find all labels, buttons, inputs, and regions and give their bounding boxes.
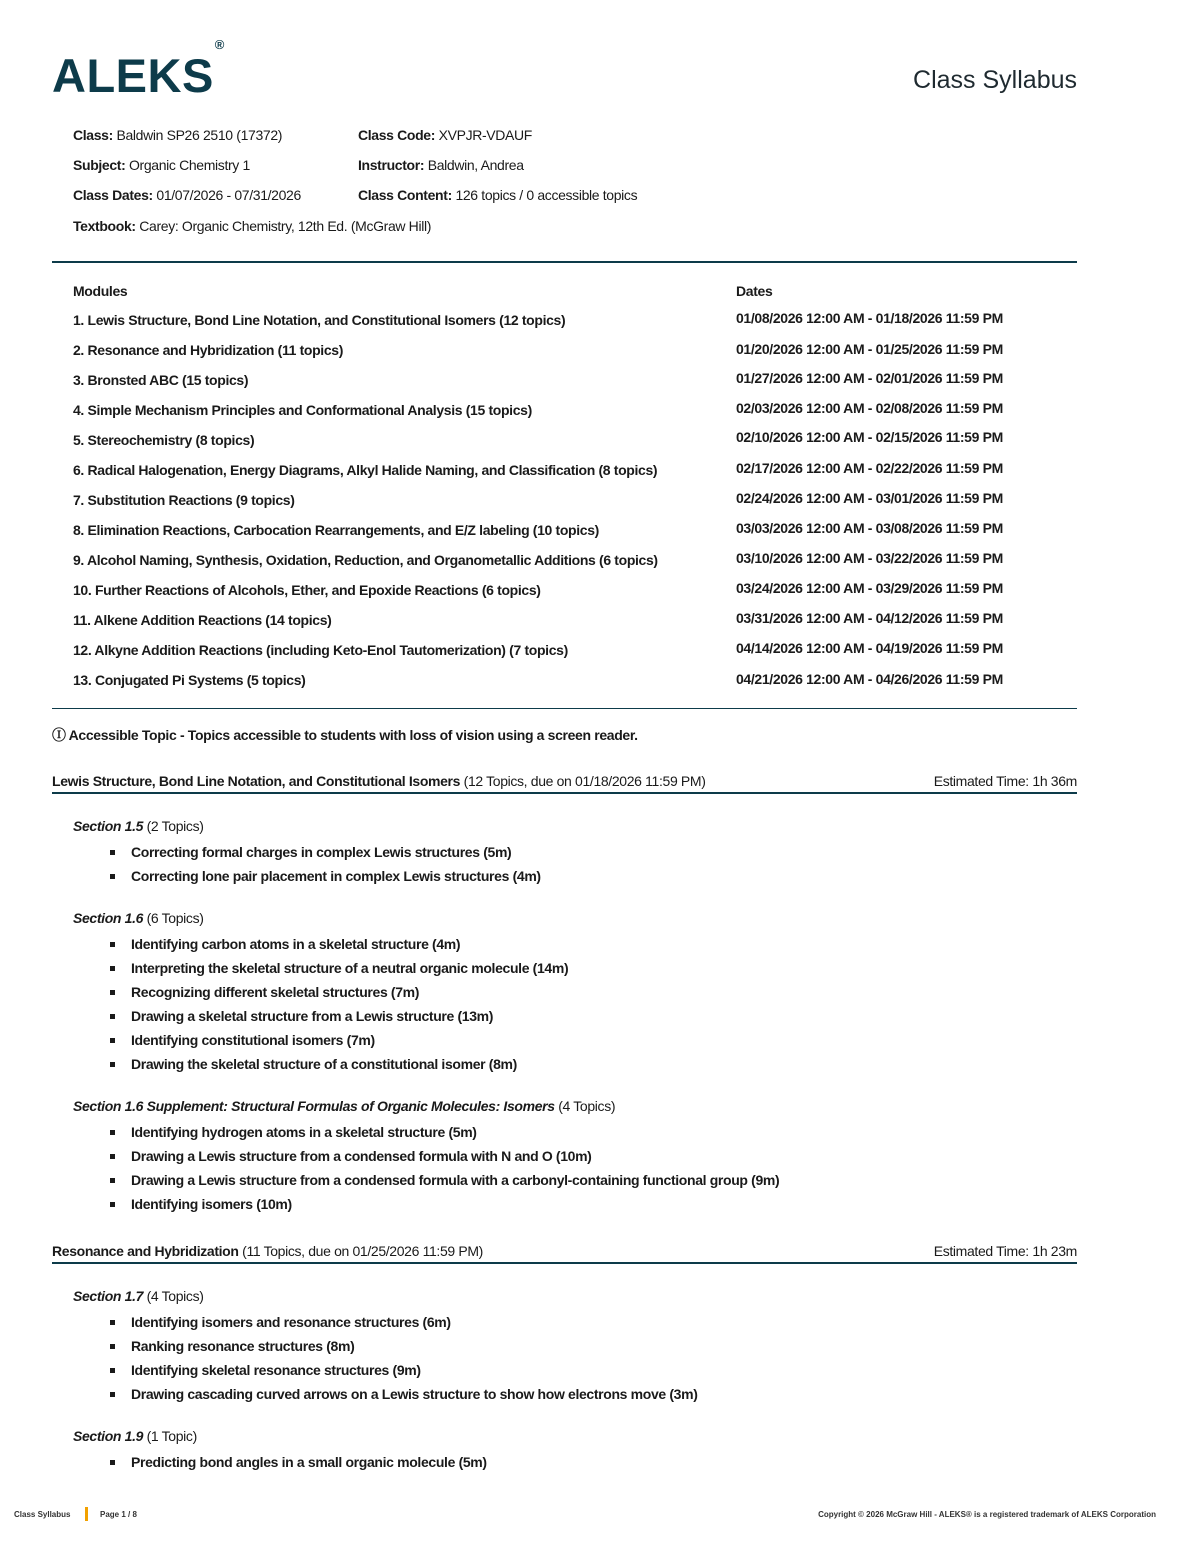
class-code: Class Code: XVPJR-VDAUF xyxy=(358,127,532,143)
class-content: Class Content: 126 topics / 0 accessible topics xyxy=(358,187,638,203)
module-name: 5. Stereochemistry (8 topics) xyxy=(73,432,255,448)
module-dates: 02/03/2026 12:00 AM - 02/08/2026 11:59 PM xyxy=(736,400,1003,416)
topic-item: Recognizing different skeletal structures (7m) xyxy=(110,982,568,1006)
section-title: Resonance and Hybridization xyxy=(52,1243,239,1259)
estimated-time: Estimated Time: 1h 36m xyxy=(933,773,1077,789)
divider xyxy=(52,261,1077,263)
module-name: 10. Further Reactions of Alcohols, Ether, and Epoxide Reactions (6 topics) xyxy=(73,582,541,598)
page-title: Class Syllabus xyxy=(913,66,1077,94)
topic-item: Identifying isomers and resonance structures (6m) xyxy=(110,1312,698,1336)
module-name: 7. Substitution Reactions (9 topics) xyxy=(73,492,295,508)
copyright: Copyright © 2026 McGraw Hill - ALEKS® is a registered trademark of ALEKS Corporation xyxy=(818,1510,1156,1519)
subsection-title: Section 1.5 (2 Topics) xyxy=(73,818,204,834)
topic-item: Drawing a skeletal structure from a Lewis structure (13m) xyxy=(110,1006,568,1030)
module-name: 6. Radical Halogenation, Energy Diagrams, Alkyl Halide Naming, and Classification (8 topics) xyxy=(73,462,658,478)
subsection-title: Section 1.6 Supplement: Structural Formulas of Organic Molecules: Isomers (4 Topics) xyxy=(73,1098,616,1114)
section-header xyxy=(52,773,1077,794)
module-name: 2. Resonance and Hybridization (11 topics) xyxy=(73,342,344,358)
topic-list xyxy=(110,1312,698,1408)
subsection-title: Section 1.6 (6 Topics) xyxy=(73,910,204,926)
topic-item: Drawing the skeletal structure of a constitutional isomer (8m) xyxy=(110,1054,568,1078)
topic-item: Identifying skeletal resonance structures (9m) xyxy=(110,1360,698,1384)
topic-item: Interpreting the skeletal structure of a neutral organic molecule (14m) xyxy=(110,958,568,982)
section-title: Lewis Structure, Bond Line Notation, and Constitutional Isomers xyxy=(52,773,461,789)
page-number: Page 1 / 8 xyxy=(100,1510,137,1519)
modules-header: Modules xyxy=(73,283,128,299)
topic-item: Identifying isomers (10m) xyxy=(110,1194,779,1218)
divider xyxy=(52,708,1077,709)
module-dates: 03/31/2026 12:00 AM - 04/12/2026 11:59 PM xyxy=(736,610,1003,626)
dates-header: Dates xyxy=(736,283,773,299)
class-textbook: Textbook: Carey: Organic Chemistry, 12th Ed. (McGraw Hill) xyxy=(73,218,432,234)
topic-item: Correcting lone pair placement in complex Lewis structures (4m) xyxy=(110,866,541,890)
module-name: 4. Simple Mechanism Principles and Conformational Analysis (15 topics) xyxy=(73,402,532,418)
class-instructor: Instructor: Baldwin, Andrea xyxy=(358,157,524,173)
module-name: 12. Alkyne Addition Reactions (including Keto-Enol Tautomerization) (7 topics) xyxy=(73,642,568,658)
module-name: 11. Alkene Addition Reactions (14 topics) xyxy=(73,612,332,628)
topic-item: Correcting formal charges in complex Lewis structures (5m) xyxy=(110,842,541,866)
module-dates: 02/24/2026 12:00 AM - 03/01/2026 11:59 PM xyxy=(736,490,1003,506)
module-dates: 01/08/2026 12:00 AM - 01/18/2026 11:59 PM xyxy=(736,310,1003,326)
class-dates: Class Dates: 01/07/2026 - 07/31/2026 xyxy=(73,187,301,203)
class-subject: Subject: Organic Chemistry 1 xyxy=(73,157,250,173)
section-header xyxy=(52,1243,1077,1264)
topic-item: Identifying constitutional isomers (7m) xyxy=(110,1030,568,1054)
subsection-title: Section 1.9 (1 Topic) xyxy=(73,1428,197,1444)
module-dates: 04/21/2026 12:00 AM - 04/26/2026 11:59 PM xyxy=(736,671,1003,687)
topic-list xyxy=(110,934,568,1078)
topic-item: Identifying carbon atoms in a skeletal structure (4m) xyxy=(110,934,568,958)
module-dates: 03/03/2026 12:00 AM - 03/08/2026 11:59 PM xyxy=(736,520,1003,536)
module-name: 1. Lewis Structure, Bond Line Notation, and Constitutional Isomers (12 topics) xyxy=(73,312,566,328)
section-meta: (12 Topics, due on 01/18/2026 11:59 PM) xyxy=(460,773,706,789)
topic-list xyxy=(110,1122,779,1218)
module-dates: 01/20/2026 12:00 AM - 01/25/2026 11:59 PM xyxy=(736,341,1003,357)
topic-list xyxy=(110,842,541,890)
module-name: 9. Alcohol Naming, Synthesis, Oxidation, Reduction, and Organometallic Additions (6 topics) xyxy=(73,552,658,568)
footer-divider xyxy=(85,1507,88,1521)
topic-item: Drawing a Lewis structure from a condensed formula with N and O (10m) xyxy=(110,1146,779,1170)
section-meta: (11 Topics, due on 01/25/2026 11:59 PM) xyxy=(238,1243,483,1259)
aleks-logo: ALEKS® xyxy=(52,37,225,102)
topic-list xyxy=(110,1452,487,1476)
module-dates: 04/14/2026 12:00 AM - 04/19/2026 11:59 PM xyxy=(736,640,1003,656)
topic-item: Drawing a Lewis structure from a condensed formula with a carbonyl-containing functional group (9m) xyxy=(110,1170,779,1194)
topic-item: Identifying hydrogen atoms in a skeletal structure (5m) xyxy=(110,1122,779,1146)
module-dates: 03/24/2026 12:00 AM - 03/29/2026 11:59 PM xyxy=(736,580,1003,596)
footer-doc-name: Class Syllabus xyxy=(14,1510,71,1519)
topic-item: Drawing cascading curved arrows on a Lewis structure to show how electrons move (3m) xyxy=(110,1384,698,1408)
module-dates: 01/27/2026 12:00 AM - 02/01/2026 11:59 PM xyxy=(736,370,1003,386)
topic-item: Predicting bond angles in a small organic molecule (5m) xyxy=(110,1452,487,1476)
module-dates: 03/10/2026 12:00 AM - 03/22/2026 11:59 PM xyxy=(736,550,1003,566)
module-name: 13. Conjugated Pi Systems (5 topics) xyxy=(73,672,306,688)
module-dates: 02/10/2026 12:00 AM - 02/15/2026 11:59 PM xyxy=(736,429,1003,445)
accessible-topic-note: Ⓘ Accessible Topic - Topics accessible to students with loss of vision using a screen reader. xyxy=(52,727,638,743)
module-name: 3. Bronsted ABC (15 topics) xyxy=(73,372,249,388)
topic-item: Ranking resonance structures (8m) xyxy=(110,1336,698,1360)
module-dates: 02/17/2026 12:00 AM - 02/22/2026 11:59 PM xyxy=(736,460,1003,476)
subsection-title: Section 1.7 (4 Topics) xyxy=(73,1288,204,1304)
module-name: 8. Elimination Reactions, Carbocation Rearrangements, and E/Z labeling (10 topics) xyxy=(73,522,599,538)
class-name: Class: Baldwin SP26 2510 (17372) xyxy=(73,127,283,143)
estimated-time: Estimated Time: 1h 23m xyxy=(933,1243,1077,1259)
